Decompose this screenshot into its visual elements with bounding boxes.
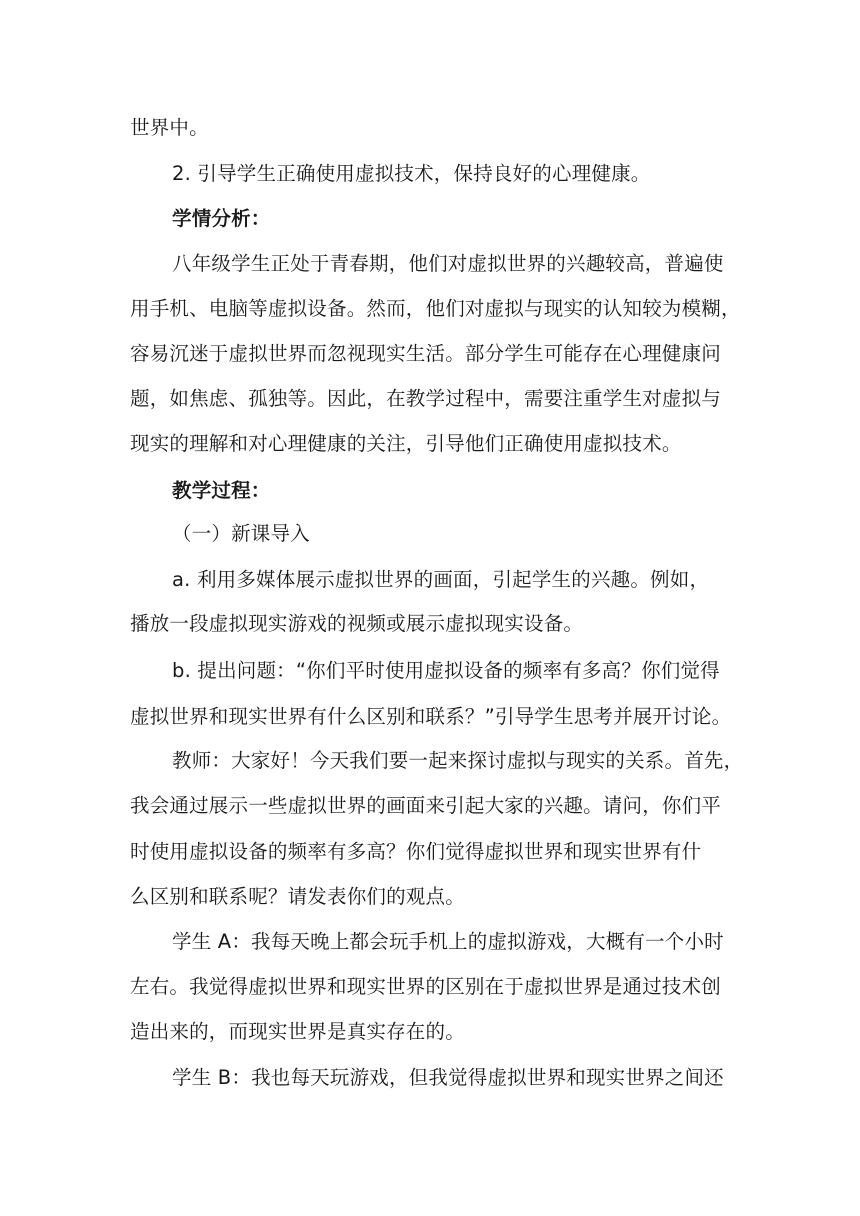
dialogue-line: 学生 A：我每天晚上都会玩手机上的虚拟游戏，大概有一个小时 [172, 930, 724, 953]
paragraph-line: 现实的理解和对心理健康的关注，引导他们正确使用虚拟技术。 [130, 432, 682, 455]
paragraph-line: 我会通过展示一些虚拟世界的画面来引起大家的兴趣。请问，你们平 [130, 794, 722, 817]
paragraph-line: 播放一段虚拟现实游戏的视频或展示虚拟现实设备。 [130, 612, 584, 635]
paragraph-line: 题，如焦虑、孤独等。因此，在教学过程中，需要注重学生对虚拟与 [130, 387, 722, 410]
list-item: a. 利用多媒体展示虚拟世界的画面，引起学生的兴趣。例如， [172, 568, 710, 591]
paragraph-line: 左右。我觉得虚拟世界和现实世界的区别在于虚拟世界是通过技术创 [130, 975, 722, 998]
paragraph-line: 用手机、电脑等虚拟设备。然而，他们对虚拟与现实的认知较为模糊， [130, 297, 741, 320]
section-heading: 教学过程： [172, 479, 271, 502]
paragraph-line: 容易沉迷于虚拟世界而忽视现实生活。部分学生可能存在心理健康问 [130, 342, 722, 365]
list-item: b. 提出问题：“你们平时使用虚拟设备的频率有多高？你们觉得 [172, 659, 720, 682]
paragraph-line: 虚拟世界和现实世界有什么区别和联系？”引导学生思考并展开讨论。 [130, 705, 732, 728]
paragraph-line: 么区别和联系呢？请发表你们的观点。 [130, 885, 465, 908]
paragraph-line: 八年级学生正处于青春期，他们对虚拟世界的兴趣较高，普遍使 [172, 252, 724, 275]
text-line: 世界中。 [130, 116, 209, 139]
list-item: 2. 引导学生正确使用虚拟技术，保持良好的心理健康。 [172, 162, 651, 185]
paragraph-line: 造出来的，而现实世界是真实存在的。 [130, 1020, 465, 1043]
section-heading: 学情分析： [172, 207, 271, 230]
subsection-heading: （一）新课导入 [172, 522, 310, 545]
dialogue-line: 学生 B：我也每天玩游戏，但我觉得虚拟世界和现实世界之间还 [172, 1066, 724, 1089]
paragraph-line: 时使用虚拟设备的频率有多高？你们觉得虚拟世界和现实世界有什 [130, 840, 702, 863]
dialogue-line: 教师：大家好！今天我们要一起来探讨虚拟与现实的关系。首先， [172, 749, 744, 772]
